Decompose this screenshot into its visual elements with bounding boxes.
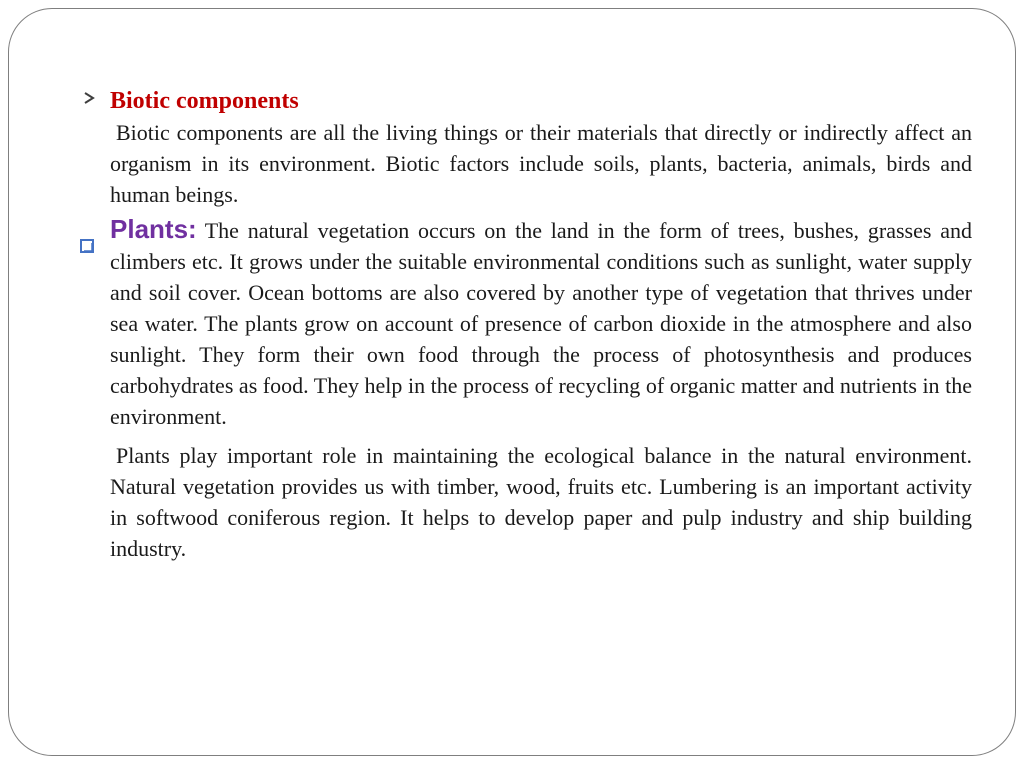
biotic-section bbox=[79, 85, 972, 564]
plants-paragraph bbox=[110, 214, 972, 432]
plants-label: Plants: bbox=[110, 214, 197, 244]
intro-paragraph: Biotic components are all the living things or their materials that directly or indirectly affect an organism in its environment. Biotic factors include soils, plants, bacteria, animals, birds and human beings. bbox=[110, 120, 972, 207]
plants-body: The natural vegetation occurs on the land in the form of trees, bushes, grasses and climbers etc. It grows under the suitable environmental conditions such as sunlight, water supply and soil cover. Ocean bottoms are also covered by another type of vegetation that thrives under sea water. The plants grow on account of presence of carbon dioxide in the atmosphere and also sunlight. They form their own food through the process of photosynthesis and produces carbohydrates as food. They help in the process of recycling of organic matter and nutrients in the environment. bbox=[110, 218, 972, 429]
arrow-bullet-icon bbox=[82, 91, 96, 105]
square-bullet-icon bbox=[79, 238, 95, 254]
closing-paragraph: Plants play important role in maintaining the ecological balance in the natural environment. Natural vegetation provides us with timber, wood, fruits etc. Lumbering is an important activity in softwood coniferous region. It helps to develop paper and pulp industry and ship building industry. bbox=[110, 443, 972, 561]
section-heading: Biotic components bbox=[110, 88, 299, 114]
slide-frame bbox=[8, 8, 1016, 756]
slide-content bbox=[79, 85, 972, 564]
